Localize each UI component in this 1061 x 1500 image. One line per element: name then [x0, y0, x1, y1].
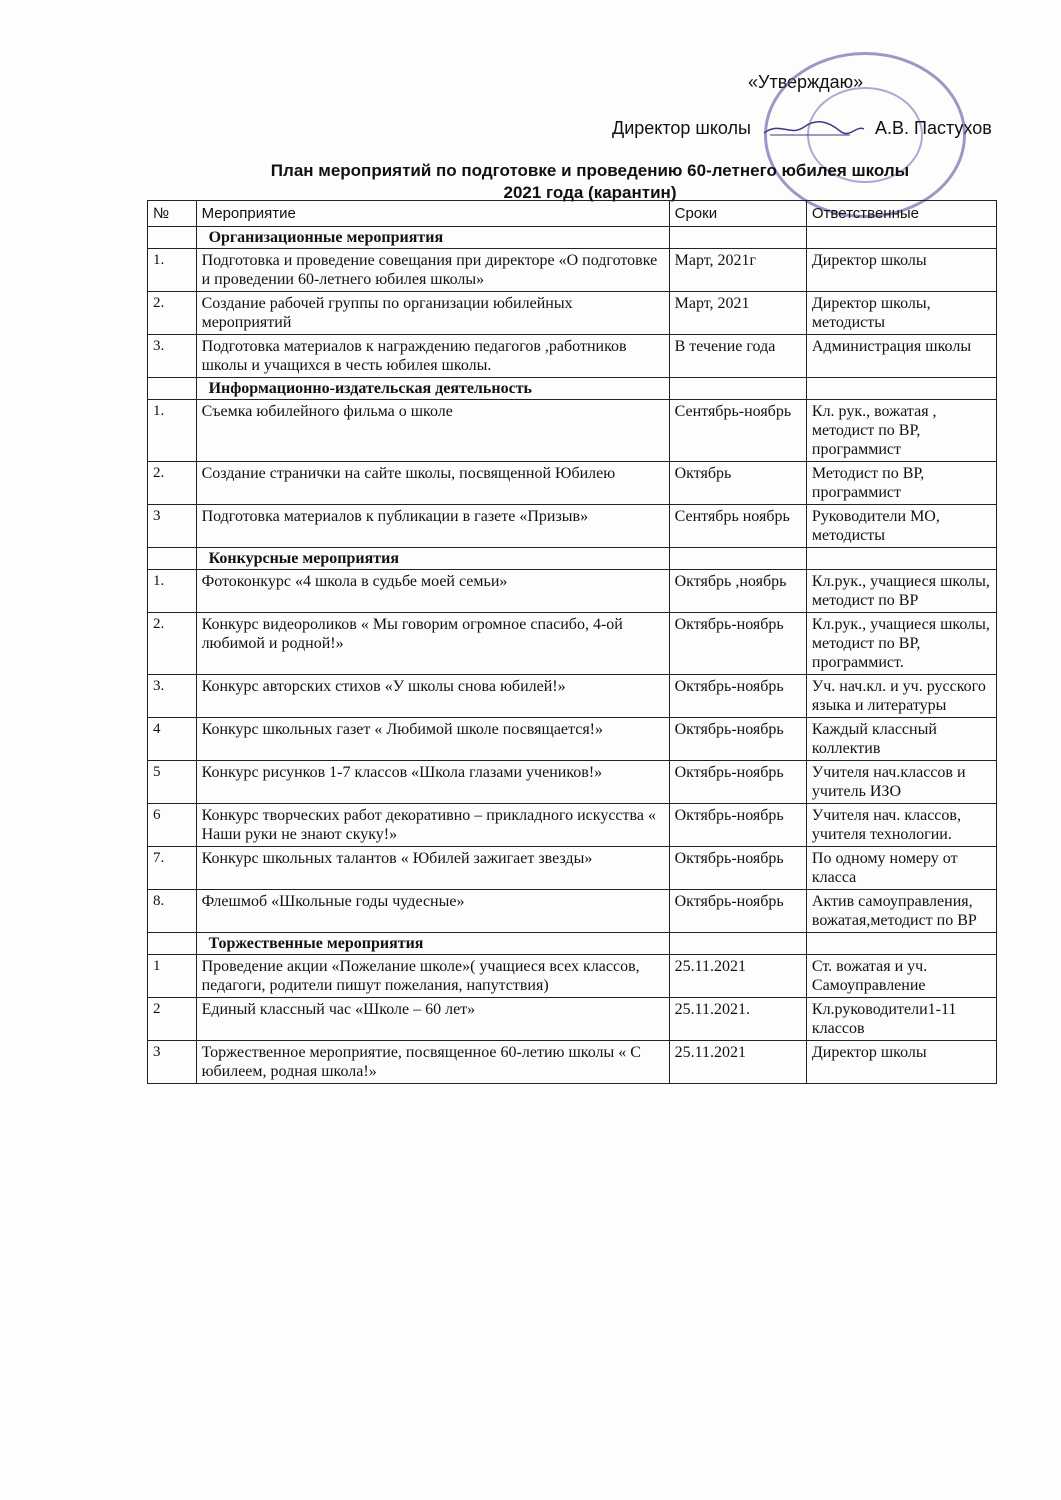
events-table [147, 200, 997, 1084]
title-line-2: 2021 года (карантин) [503, 183, 677, 202]
section-title: Информационно-издательская деятельность [196, 378, 669, 400]
header-num: № [148, 201, 197, 227]
header-event: Мероприятие [196, 201, 669, 227]
row-num: 2. [148, 462, 197, 505]
table-row [148, 675, 997, 718]
section-title: Организационные мероприятия [196, 227, 669, 249]
table-row [148, 613, 997, 675]
table-row [148, 998, 997, 1041]
row-resp: Директор школы [806, 1041, 996, 1084]
row-event: Проведение акции «Пожелание школе»( учащиеся всех классов, педагоги, родители пишут пожелания, напутствия) [196, 955, 669, 998]
row-event: Конкурс авторских стихов «У школы снова юбилей!» [196, 675, 669, 718]
row-resp: Учителя нач.классов и учитель ИЗО [806, 761, 996, 804]
section-num-cell [148, 378, 197, 400]
row-term: 25.11.2021 [669, 955, 806, 998]
row-num: 3 [148, 1041, 197, 1084]
row-num: 3. [148, 675, 197, 718]
row-resp: Директор школы, методисты [806, 292, 996, 335]
row-event: Конкурс видеороликов « Мы говорим огромное спасибо, 4-ой любимой и родной!» [196, 613, 669, 675]
row-num: 8. [148, 890, 197, 933]
row-num: 3 [148, 505, 197, 548]
section-resp-cell [806, 227, 996, 249]
header-term: Сроки [669, 201, 806, 227]
table-row [148, 505, 997, 548]
row-num: 2. [148, 613, 197, 675]
row-num: 5 [148, 761, 197, 804]
table-row [148, 718, 997, 761]
section-num-cell [148, 227, 197, 249]
row-resp: Администрация школы [806, 335, 996, 378]
section-title: Торжественные мероприятия [196, 933, 669, 955]
table-row [148, 335, 997, 378]
row-event: Флешмоб «Школьные годы чудесные» [196, 890, 669, 933]
row-event: Конкурс творческих работ декоративно – прикладного искусства « Наши руки не знают скуку!» [196, 804, 669, 847]
director-line [612, 118, 992, 139]
row-term: Сентябрь ноябрь [669, 505, 806, 548]
table-row [148, 1041, 997, 1084]
table-row [148, 890, 997, 933]
table-row [148, 804, 997, 847]
director-name: А.В. Пастухов [875, 118, 992, 138]
row-event: Подготовка и проведение совещания при директоре «О подготовке и проведении 60-летнего юбилея школы» [196, 249, 669, 292]
section-row [148, 548, 997, 570]
table-row [148, 400, 997, 462]
row-term: Октябрь ,ноябрь [669, 570, 806, 613]
row-resp: Методист по ВР, программист [806, 462, 996, 505]
row-num: 4 [148, 718, 197, 761]
section-row [148, 227, 997, 249]
section-term-cell [669, 227, 806, 249]
section-resp-cell [806, 933, 996, 955]
row-event: Создание рабочей группы по организации юбилейных мероприятий [196, 292, 669, 335]
section-row [148, 933, 997, 955]
row-num: 1. [148, 400, 197, 462]
row-num: 6 [148, 804, 197, 847]
row-event: Фотоконкурс «4 школа в судьбе моей семьи» [196, 570, 669, 613]
row-resp: Ст. вожатая и уч. Самоуправление [806, 955, 996, 998]
director-title: Директор школы [612, 118, 751, 138]
row-term: В течение года [669, 335, 806, 378]
document-title [150, 160, 1030, 204]
row-term: Март, 2021г [669, 249, 806, 292]
row-event: Конкурс школьных газет « Любимой школе посвящается!» [196, 718, 669, 761]
row-term: Сентябрь-ноябрь [669, 400, 806, 462]
row-term: Март, 2021 [669, 292, 806, 335]
row-term: Октябрь-ноябрь [669, 847, 806, 890]
row-resp: По одному номеру от класса [806, 847, 996, 890]
row-resp: Каждый классный коллектив [806, 718, 996, 761]
row-term: Октябрь-ноябрь [669, 804, 806, 847]
header-resp: Ответственные [806, 201, 996, 227]
row-event: Конкурс школьных талантов « Юбилей зажигает звезды» [196, 847, 669, 890]
row-num: 7. [148, 847, 197, 890]
row-term: Октябрь-ноябрь [669, 761, 806, 804]
row-resp: Учителя нач. классов, учителя технологии. [806, 804, 996, 847]
row-term: Октябрь-ноябрь [669, 613, 806, 675]
section-resp-cell [806, 548, 996, 570]
approval-stamp-text: «Утверждаю» [748, 72, 864, 92]
row-num: 1 [148, 955, 197, 998]
row-resp: Кл. рук., вожатая , методист по ВР, программист [806, 400, 996, 462]
table-row [148, 955, 997, 998]
section-num-cell [148, 933, 197, 955]
table-row [148, 761, 997, 804]
row-term: Октябрь-ноябрь [669, 718, 806, 761]
row-event: Создание странички на сайте школы, посвященной Юбилею [196, 462, 669, 505]
row-resp: Уч. нач.кл. и уч. русского языка и литературы [806, 675, 996, 718]
row-resp: Кл.рук., учащиеся школы, методист по ВР [806, 570, 996, 613]
section-resp-cell [806, 378, 996, 400]
row-term: Октябрь [669, 462, 806, 505]
table-body [148, 227, 997, 1084]
section-term-cell [669, 933, 806, 955]
table-row [148, 462, 997, 505]
section-row [148, 378, 997, 400]
row-event: Конкурс рисунков 1-7 классов «Школа глазами учеников!» [196, 761, 669, 804]
row-resp: Директор школы [806, 249, 996, 292]
row-event: Подготовка материалов к публикации в газете «Призыв» [196, 505, 669, 548]
row-term: Октябрь-ноябрь [669, 675, 806, 718]
signature-icon [760, 119, 866, 139]
row-term: Октябрь-ноябрь [669, 890, 806, 933]
table-row [148, 249, 997, 292]
table-header-row [148, 201, 997, 227]
table-row [148, 292, 997, 335]
row-num: 3. [148, 335, 197, 378]
row-event: Съемка юбилейного фильма о школе [196, 400, 669, 462]
row-resp: Руководители МО, методисты [806, 505, 996, 548]
table-row [148, 570, 997, 613]
row-resp: Актив самоуправления, вожатая,методист по ВР [806, 890, 996, 933]
row-resp: Кл.руководители1-11 классов [806, 998, 996, 1041]
row-term: 25.11.2021. [669, 998, 806, 1041]
row-event: Подготовка материалов к награждению педагогов ,работников школы и учащихся в честь юбилея школы. [196, 335, 669, 378]
row-num: 1. [148, 570, 197, 613]
section-title: Конкурсные мероприятия [196, 548, 669, 570]
section-term-cell [669, 548, 806, 570]
row-num: 1. [148, 249, 197, 292]
section-num-cell [148, 548, 197, 570]
row-event: Единый классный час «Школе – 60 лет» [196, 998, 669, 1041]
row-num: 2 [148, 998, 197, 1041]
row-term: 25.11.2021 [669, 1041, 806, 1084]
title-line-1: План мероприятий по подготовке и проведению 60-летнего юбилея школы [270, 161, 910, 180]
row-num: 2. [148, 292, 197, 335]
row-resp: Кл.рук., учащиеся школы, методист по ВР, программист. [806, 613, 996, 675]
section-term-cell [669, 378, 806, 400]
row-event: Торжественное мероприятие, посвященное 60-летию школы « С юбилеем, родная школа!» [196, 1041, 669, 1084]
table-row [148, 847, 997, 890]
